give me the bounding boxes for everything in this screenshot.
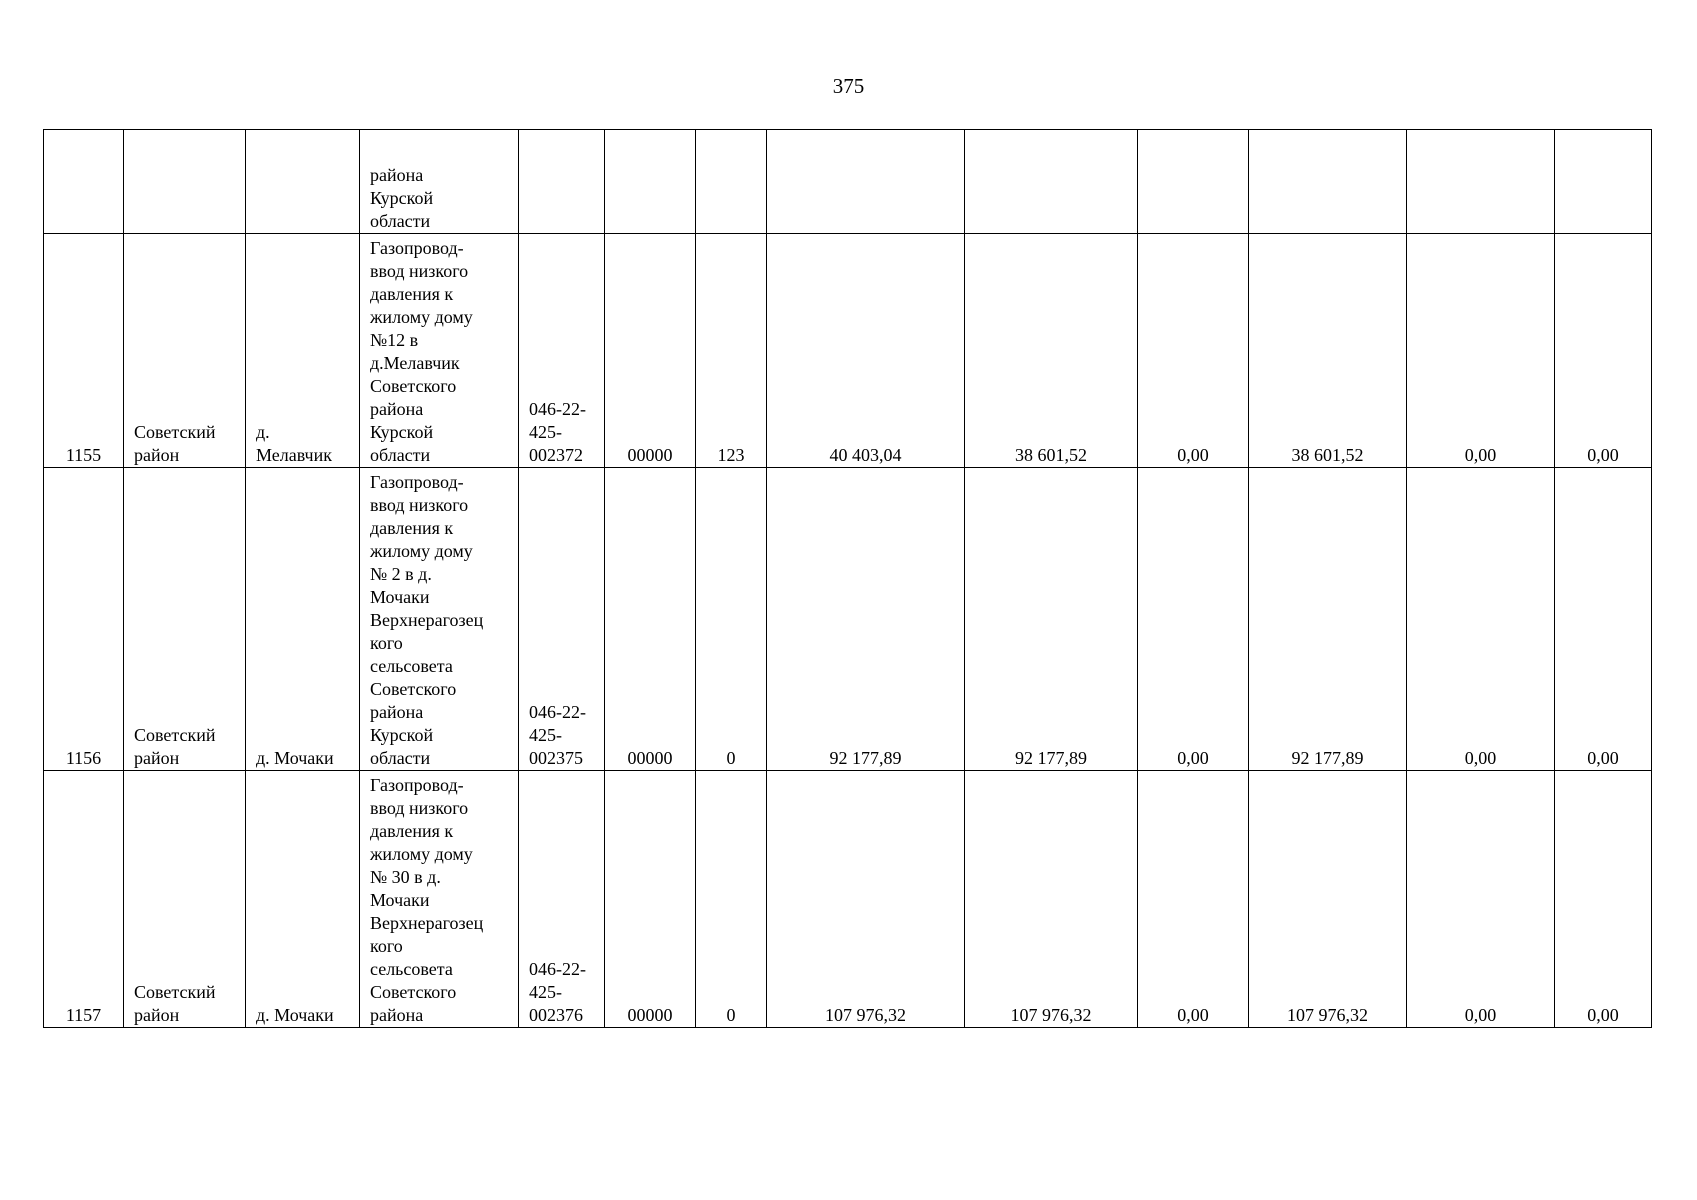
cadastral-number-cell: 046-22- 425- 002372 <box>519 234 605 468</box>
district-cell: Советский район <box>124 771 246 1028</box>
object-name-cell: Газопровод- ввод низкого давления к жилому дому №12 в д.Мелавчик Советского района Курской области <box>360 234 519 468</box>
row-number-cell: 1155 <box>44 234 124 468</box>
value-cell: 107 976,32 <box>1249 771 1407 1028</box>
row-number-cell <box>44 130 124 234</box>
cadastral-number-cell <box>519 130 605 234</box>
value-cell: 0,00 <box>1407 468 1555 771</box>
page-number: 375 <box>832 74 865 98</box>
value-cell: 0,00 <box>1555 234 1652 468</box>
value-cell: 107 976,32 <box>767 771 965 1028</box>
asset-registry-table <box>43 129 1652 1028</box>
value-cell: 0,00 <box>1138 771 1249 1028</box>
value-cell: 40 403,04 <box>767 234 965 468</box>
district-cell <box>124 130 246 234</box>
quantity-cell: 0 <box>696 468 767 771</box>
object-name-cell: Газопровод- ввод низкого давления к жилому дому № 2 в д. Мочаки Верхнерагозец кого сельсовета Советского района Курской области <box>360 468 519 771</box>
district-cell: Советский район <box>124 234 246 468</box>
value-cell: 0,00 <box>1138 468 1249 771</box>
value-cell <box>1407 130 1555 234</box>
quantity-cell <box>696 130 767 234</box>
value-cell: 38 601,52 <box>1249 234 1407 468</box>
value-cell: 92 177,89 <box>1249 468 1407 771</box>
row-number-cell: 1156 <box>44 468 124 771</box>
code-cell: 00000 <box>605 771 696 1028</box>
value-cell: 0,00 <box>1555 771 1652 1028</box>
locality-cell <box>246 130 360 234</box>
value-cell: 0,00 <box>1138 234 1249 468</box>
code-cell: 00000 <box>605 468 696 771</box>
locality-cell: д. Мелавчик <box>246 234 360 468</box>
value-cell: 107 976,32 <box>965 771 1138 1028</box>
value-cell: 38 601,52 <box>965 234 1138 468</box>
value-cell <box>1138 130 1249 234</box>
locality-cell: д. Мочаки <box>246 771 360 1028</box>
value-cell: 0,00 <box>1407 234 1555 468</box>
table-row <box>44 234 1652 468</box>
table-row <box>44 130 1652 234</box>
row-number-cell: 1157 <box>44 771 124 1028</box>
value-cell <box>767 130 965 234</box>
value-cell <box>1249 130 1407 234</box>
object-name-cell: Газопровод- ввод низкого давления к жилому дому № 30 в д. Мочаки Верхнерагозец кого сельсовета Советского района <box>360 771 519 1028</box>
quantity-cell: 0 <box>696 771 767 1028</box>
cadastral-number-cell: 046-22- 425- 002375 <box>519 468 605 771</box>
table-row <box>44 468 1652 771</box>
code-cell <box>605 130 696 234</box>
value-cell <box>1555 130 1652 234</box>
value-cell: 0,00 <box>1555 468 1652 771</box>
code-cell: 00000 <box>605 234 696 468</box>
quantity-cell: 123 <box>696 234 767 468</box>
table-row <box>44 771 1652 1028</box>
value-cell: 0,00 <box>1407 771 1555 1028</box>
district-cell: Советский район <box>124 468 246 771</box>
value-cell: 92 177,89 <box>767 468 965 771</box>
value-cell <box>965 130 1138 234</box>
value-cell: 92 177,89 <box>965 468 1138 771</box>
object-name-cell: района Курской области <box>360 130 519 234</box>
locality-cell: д. Мочаки <box>246 468 360 771</box>
cadastral-number-cell: 046-22- 425- 002376 <box>519 771 605 1028</box>
